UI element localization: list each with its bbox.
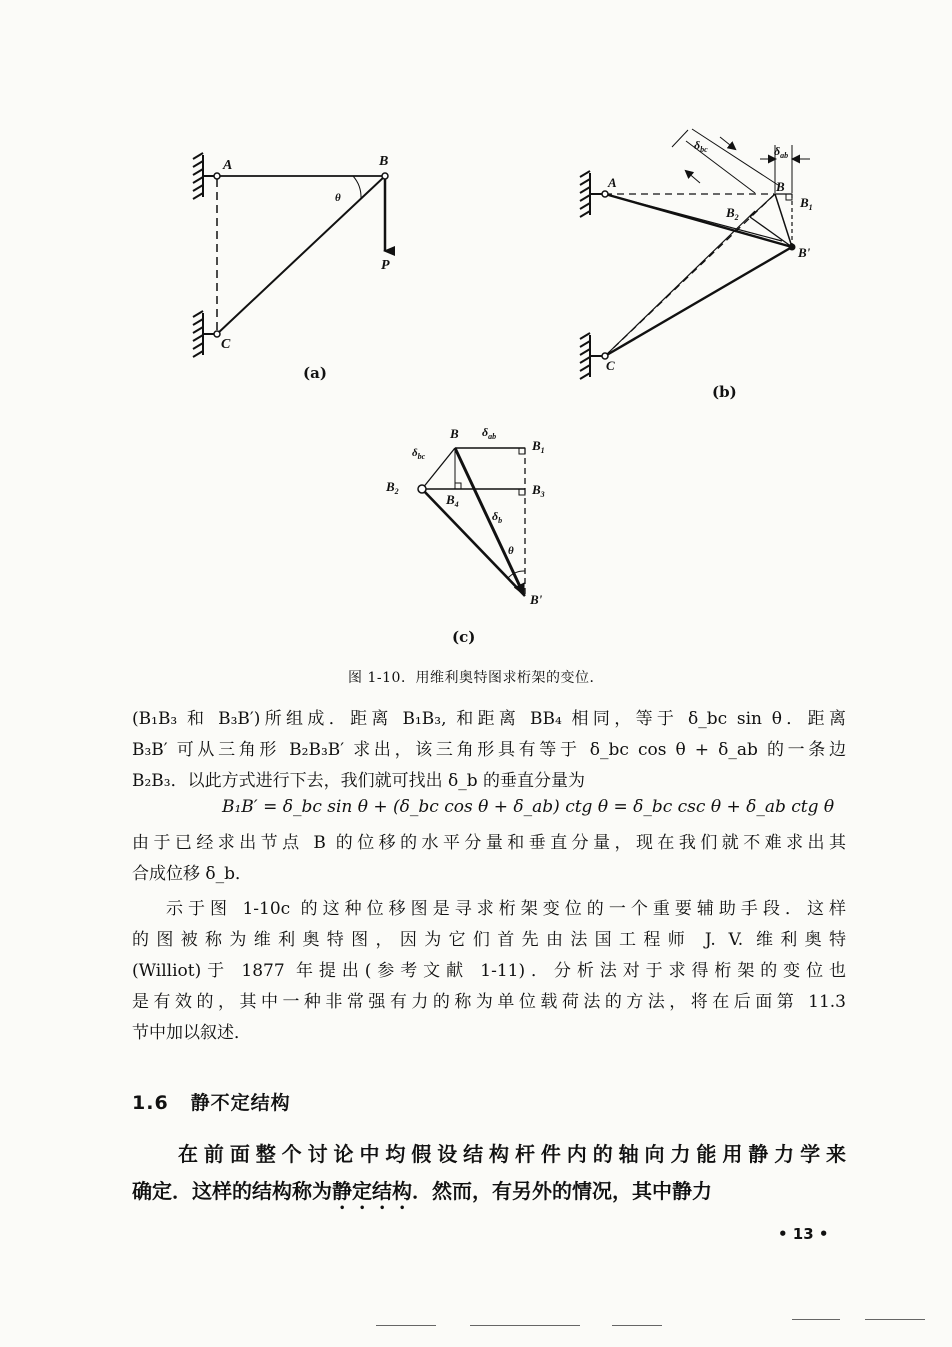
text-line: 示于图 1-10c 的这种位移图是寻求桁架变位的一个重要辅助手段．这样	[166, 899, 846, 919]
node-label-b1: $B_1$	[532, 438, 545, 455]
text-line: 是有效的，其中一种非常强有力的称为单位载荷法的方法，将在后面第 11.3	[132, 992, 846, 1012]
delta-bc-label: $\delta_{bc}$	[694, 138, 708, 154]
wall-support-c	[193, 311, 215, 357]
text-line: 节中加以叙述．	[132, 1023, 251, 1043]
delta-ab-label: $\delta_{ab}$	[482, 425, 497, 441]
scan-artifact-line	[376, 1325, 436, 1326]
paragraph-2	[132, 828, 846, 890]
angle-label-theta: θ	[335, 192, 341, 204]
wall-support-a	[580, 171, 602, 217]
section-title: 静不定结构	[190, 1092, 291, 1114]
figure-panel-b	[570, 125, 840, 380]
node-label-c: C	[606, 358, 615, 373]
text-line: (B₁B₃ 和 B₃B′)所组成．距离 B₁B₃, 和距离 BB₄ 相同，等于 δ_bc sin θ．距离	[132, 709, 846, 729]
angle-label-theta: θ	[508, 545, 514, 557]
figure-panel-a	[185, 145, 425, 365]
node-label-b: B	[379, 154, 389, 169]
node-label-b: B	[450, 426, 459, 441]
page-number: • 13 •	[778, 1225, 829, 1243]
text-line: (Williot)于 1877 年提出(参考文献 1-11)．分析法对于求得桁架的变位也	[132, 961, 846, 981]
delta-bc-label: $\delta_{bc}$	[412, 447, 426, 461]
paragraph-4	[132, 1136, 846, 1214]
scan-artifact-line	[792, 1319, 840, 1320]
node-label-b2: $B_2$	[386, 479, 399, 496]
node-label-b1: $B_1$	[800, 195, 813, 212]
panel-label-c: (c)	[452, 628, 476, 646]
member-bc	[217, 176, 385, 334]
equation-b1b-prime: B₁B′ = δ_bc sin θ + (δ_bc cos θ + δ_ab) ctg θ = δ_bc csc θ + δ_ab ctg θ	[222, 797, 835, 817]
node-label-b3: $B_3$	[532, 482, 545, 499]
paragraph-3	[132, 894, 846, 1049]
text-line: 在前面整个讨论中均假设结构杆件内的轴向力能用静力学来	[178, 1142, 846, 1166]
node-label-b4: $B_4$	[446, 492, 459, 509]
text-line: 合成位移 δ_b．	[132, 864, 253, 884]
wall-support-a	[193, 153, 215, 199]
text-line: 由于已经求出节点 B 的位移的水平分量和垂直分量，现在我们就不难求出其	[132, 833, 846, 853]
node-label-b-prime: B'	[798, 245, 811, 260]
figure-panel-c	[380, 418, 570, 618]
text-line: 确定．这样的结构称为静定结构．然而，有另外的情况，其中静力	[132, 1179, 712, 1203]
node-label-a: A	[223, 158, 233, 173]
node-label-b: B	[776, 179, 785, 194]
deformed-member-bc	[605, 247, 792, 356]
text-line: B₂B₃．以此方式进行下去，我们就可找出 δ_b 的垂直分量为	[132, 771, 586, 791]
scan-artifact-line	[470, 1325, 580, 1326]
figure-caption: 图 1-10．用维利奥特图求桁架的变位．	[348, 670, 604, 686]
node-label-b2: $B_2$	[726, 205, 739, 222]
delta-b-label: $\delta_b$	[492, 509, 503, 525]
displacement-arrow-delta-b	[455, 448, 523, 593]
delta-ab-label: $\delta_{ab}$	[774, 144, 789, 160]
load-label-p: P	[381, 258, 390, 273]
node-label-c: C	[221, 337, 231, 352]
section-heading	[132, 1088, 291, 1115]
scan-artifact-line	[865, 1319, 925, 1320]
node-label-a: A	[608, 175, 617, 190]
scan-artifact-line	[612, 1325, 662, 1326]
panel-label-a: (a)	[303, 364, 327, 382]
text-line: B₃B′ 可从三角形 B₂B₃B′ 求出，该三角形具有等于 δ_bc cos θ + δ_ab 的一条边	[132, 740, 846, 760]
node-label-b-prime: B'	[530, 592, 543, 607]
panel-label-b: (b)	[712, 383, 737, 401]
emphasized-term: 静定结构	[332, 1179, 412, 1203]
paragraph-1	[132, 704, 846, 797]
wall-support-c	[580, 333, 602, 379]
section-number: 1.6	[132, 1092, 169, 1114]
text-line: 的图被称为维利奥特图，因为它们首先由法国工程师 J. V. 维利奥特	[132, 930, 846, 950]
